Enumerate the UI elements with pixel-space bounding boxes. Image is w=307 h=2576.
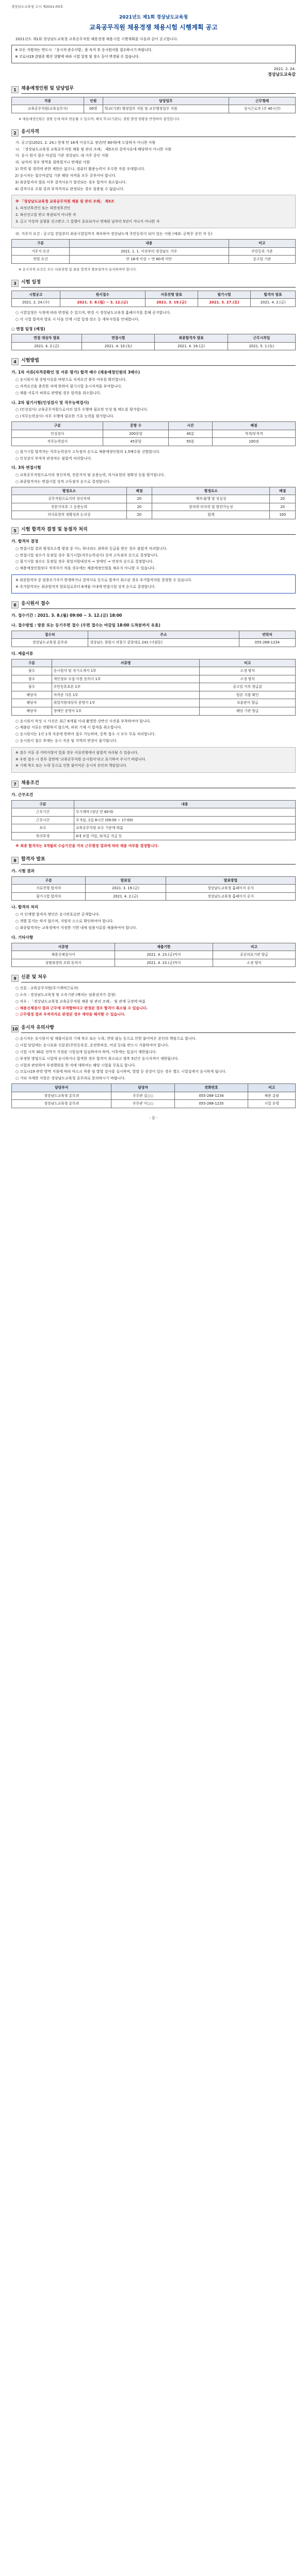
table-row — [12, 247, 296, 256]
table-cell: 20 — [126, 503, 152, 511]
documents-table — [11, 659, 296, 716]
results-table — [11, 876, 296, 901]
table-cell: 200문항 — [103, 430, 169, 438]
paragraph: ○ 응시자는 응시원서 및 제출서류의 기재 착오 또는 누락, 연락 불능 등으로 인한 불이익은 본인의 책임으로 합니다. — [15, 1037, 197, 1041]
table-header: 발표방법 — [166, 876, 295, 885]
table-cell: 해당자 — [12, 707, 52, 715]
section-10 — [11, 1025, 296, 1108]
submission-table — [11, 943, 296, 968]
caution-box — [11, 747, 296, 773]
disqualification-box — [11, 195, 296, 228]
notice-page — [0, 0, 307, 1126]
table-row — [12, 1100, 296, 1108]
table-cell: 경상남도교육청 홈페이지 공지 — [166, 885, 295, 893]
table-cell: 보수 — [12, 824, 74, 833]
section-number: 7 — [11, 781, 19, 788]
notice-line: ※ 모든 지원자는 반드시 「응시자 준수사항」을 숙지 후 응시원서를 접수하시기 바랍니다. — [15, 48, 153, 53]
paragraph: ○ 제출된 서류는 반환하지 않으며, 허위 기재 시 합격을 취소합니다. — [15, 725, 122, 730]
box-line: ※ 기재 착오 또는 누락 등으로 인한 불이익은 응시자 본인의 책임입니다. — [15, 764, 127, 768]
table-cell: 055-268-1234 — [239, 639, 295, 647]
title-sub: 2021년도 제1회 경상남도교육청 — [119, 15, 188, 21]
table-cell: 공고일 기준 — [229, 256, 295, 264]
table-header: 배점 — [270, 487, 296, 495]
sub-heading: 다. 제출서류 — [11, 651, 34, 656]
section-number: 5 — [11, 527, 19, 534]
sub-heading: 나. 2차 필기시험(인성검사 및 직무능력검사) — [11, 400, 89, 405]
table-cell: 100 — [270, 511, 296, 519]
paragraph: ○ 최종합격자는 교육청에서 지정한 기한 내에 임용서류를 제출하여야 합니다. — [15, 925, 137, 930]
sub-heading: 가. 시험 결과 — [11, 869, 35, 874]
table-cell: 20 — [126, 495, 152, 503]
table-row — [12, 342, 296, 350]
table-header: 담당자 — [111, 1084, 174, 1092]
table-cell: 자격증 사본 1부 — [52, 691, 200, 699]
red-notice: ※ 「경상남도교육청 교육공무직원 채용 및 관리 조례」 제5조 — [15, 199, 115, 204]
table-cell: 소정 양식 — [213, 959, 295, 967]
table-header: 내용 — [74, 800, 295, 808]
section-title: 합격자 발표 — [21, 856, 296, 865]
paragraph: ○ 면접시험 결과 평정요소별 평점 중 어느 하나라도 최하위 등급을 받은 경우 불합격 처리합니다. — [15, 546, 168, 551]
section-number: 2 — [11, 129, 19, 137]
conditions-table — [11, 800, 296, 841]
table-cell: 2021. 4. 2.(금) — [86, 892, 166, 901]
section-3 — [11, 279, 296, 351]
table-row — [12, 885, 296, 893]
table-header: 문항 수 — [103, 422, 169, 430]
table-cell: 45문항 — [103, 438, 169, 446]
table-row — [12, 105, 296, 113]
table-cell: 40분 — [168, 430, 212, 438]
table-row — [12, 495, 296, 503]
sub-item: 1) 학력 및 경력에 관한 제한은 없으나, 컴퓨터 활용능력이 우수한 자를 우대합니다. — [15, 167, 146, 172]
table-row — [12, 438, 296, 446]
table-cell: 근무시간 — [12, 816, 74, 824]
table-cell: 2021. 1. 1. 이전부터 경상남도 거주 — [69, 247, 229, 256]
table-header: 서류전형 발표 — [145, 291, 198, 299]
table-cell: 성범죄경력 조회 동의서 — [12, 959, 115, 967]
title-block — [11, 14, 296, 32]
table-cell: 경상남도 창원시 의창구 중앙대로 241 (사림동) — [88, 639, 239, 647]
table-cell: 2021. 3. 19.(금) — [145, 299, 198, 307]
list-item: 나. 「경상남도교육청 교육공무직원 채용 및 관리 조례」 제5조의 결격사유에 해당하지 아니한 사람 — [15, 147, 172, 151]
section-heading — [11, 856, 296, 865]
table-cell: 공고일 이후 발급분 — [200, 683, 296, 691]
section-number: 8 — [11, 857, 19, 864]
table-cell: 2021. 4. 16.(금) — [155, 342, 228, 350]
table-cell: 전문지식과 그 응용능력 — [12, 503, 127, 511]
table-header: 서류명 — [52, 659, 200, 667]
table-cell: 필수 — [12, 667, 52, 675]
table-cell: 적격/부적격 — [212, 430, 295, 438]
section-heading — [11, 358, 296, 366]
table-cell: 예의·품행 및 성실성 — [152, 495, 270, 503]
paragraph: ○ 필기시험 점수도 동점일 경우 취업지원대상자 → 장애인 → 연장자 순으로 결정합니다. — [15, 560, 154, 564]
table-cell: 해당자 — [12, 699, 52, 707]
table-header: 평정요소 — [152, 487, 270, 495]
sub-heading: 나. 합격자 처리 — [11, 905, 39, 910]
section-title: 신분 및 처우 — [21, 974, 296, 982]
table-row — [12, 1092, 296, 1100]
table-header: 면접시험 — [82, 334, 155, 343]
paragraph: ○ 개별 통지는 하지 않으며, 지원자 스스로 확인하여야 합니다. — [15, 919, 114, 924]
section-note: ※ 채용예정인원은 결원 등에 따라 변동될 수 있으며, 배치 학교(기관)는 결원 발생 현황을 반영하여 결정합니다. — [19, 116, 181, 121]
table-cell: 보훈관서 발급 — [200, 699, 296, 707]
table-cell: 경상남도교육청 총무과 — [12, 639, 88, 647]
table-cell: 20 — [270, 495, 296, 503]
paragraph: ○ 소속 : 경상남도교육청 및 소속기관 (배치는 임용권자가 결정) — [15, 992, 116, 997]
section-number: 4 — [11, 358, 19, 365]
table-cell: 장애인 증명서 1부 — [52, 707, 200, 715]
table-cell: 2021. 4. 23.(금)까지 — [115, 959, 213, 967]
paragraph: ○ 응시원서 및 증빙서류를 바탕으로 자격요건 충족 여부를 확인합니다. — [15, 378, 127, 382]
table-header: 구분 — [12, 659, 52, 667]
table-header: 발표일 — [86, 876, 166, 885]
section-heading — [11, 780, 296, 788]
announce-date: 2021. 2. 24. — [273, 66, 296, 71]
red-notice: ※ 최종 합격자는 3개월의 수습기간을 거쳐 근무평정 결과에 따라 채용 여부를 결정합니다. — [15, 844, 159, 849]
section-6 — [11, 601, 296, 773]
paragraph: ○ 처우 : 「경상남도교육청 교육공무직원 채용 및 관리 조례」 및 관계 규정에 따름 — [15, 999, 146, 1004]
table-cell: 근무기간 — [12, 808, 74, 817]
section-title: 채용예정인원 및 담당업무 — [21, 86, 296, 94]
table-header: 주소 — [88, 631, 239, 639]
section-title: 시험 합격자 결정 및 동점자 처리 — [21, 527, 296, 535]
section-title: 응시자 유의사항 — [21, 1025, 296, 1033]
table-header: 비고 — [213, 943, 295, 951]
table-cell: 거주지 요건 — [12, 247, 70, 256]
section-heading — [11, 527, 296, 535]
section-2 — [11, 129, 296, 272]
table-row — [12, 951, 296, 959]
paragraph: ○ 자격요건을 충족한 자에 한하여 필기시험 응시자격을 부여합니다. — [15, 384, 122, 388]
table-cell: 2021. 3. 19.(금) — [86, 885, 166, 893]
list-item: 가. 공고일(2021. 2. 24.) 현재 만 18세 이상으로 정년(만 60세)에 도달하지 아니한 사람 — [15, 140, 156, 145]
table-header: 제출기한 — [115, 943, 213, 951]
table-cell: 서류전형 합격자 — [12, 885, 86, 893]
table-header: 원서접수 — [60, 291, 145, 299]
table-cell: 취업지원대상자 증명서 1부 — [52, 699, 200, 707]
red-paragraph: ○ 채용신체검사 결과 근무에 부적합하다고 판정된 경우 합격이 취소될 수 있습니다. — [15, 1006, 148, 1010]
paragraph: ○ 시험일정은 사정에 따라 변경될 수 있으며, 변경 시 경상남도교육청 홈페이지를 통해 공지합니다. — [15, 310, 171, 315]
paragraph: ○ 각 시험 합격자 발표 시 다음 단계 시험 일정·장소 등 세부사항을 안내합니다. — [15, 317, 140, 321]
table-cell: 상시근로자 (주 40시간) — [229, 105, 296, 113]
table-cell: 055-268-1235 — [174, 1100, 248, 1108]
table-header: 비고 — [229, 240, 295, 248]
table-header: 담당부서 — [12, 1084, 111, 1092]
table-cell: 20 — [126, 511, 152, 519]
list-item: 라. 거주지 요건 : 공고일 전일부터 최종시험일까지 계속하여 경상남도에 주민등록이 되어 있는 사람 (예외: 군복무 중인 자 등) — [15, 232, 213, 236]
table-cell: 무기계약 (정년 만 60세) — [74, 808, 295, 817]
section-number: 1 — [11, 86, 19, 93]
table-cell: 2021. 2. 24.(수) — [12, 299, 60, 307]
section-5 — [11, 527, 296, 594]
table-cell: 창의력·의지력 및 발전가능성 — [152, 503, 270, 511]
sub-heading: 가. 합격자 결정 — [11, 538, 39, 544]
table-cell: 경상남도교육청 총무과 — [12, 1092, 111, 1100]
table-cell: 공무직원으로서의 정신자세 — [12, 495, 127, 503]
red-paragraph: ○ 근무평정 결과 부적격자로 판정된 경우 계약을 해지할 수 있습니다. — [15, 1012, 126, 1017]
sub-heading: 가. 1차 서류(자격증확인 및 서류 평가) 합격 배수 (채용예정인원의 3배수) — [11, 370, 140, 375]
table-cell: 50분 — [168, 438, 212, 446]
paragraph: ○ 응시원서 접수 후에는 응시 직종 및 지역의 변경이 불가합니다. — [15, 739, 118, 743]
paragraph: ○ 응시원서 작성 시 사진은 최근 6개월 이내 촬영한 상반신 사진을 부착하여야 합니다. — [15, 719, 151, 723]
paragraph: ○ 시험 당일에는 응시표와 신분증(주민등록증, 운전면허증, 여권 등)을 반드시 지참하여야 합니다. — [15, 1043, 169, 1048]
sub-heading: 가. 근무조건 — [11, 792, 34, 797]
table-cell: 필기시험 합격자 — [12, 892, 86, 901]
table-row — [12, 299, 296, 307]
table-header: 시험공고 — [12, 291, 60, 299]
section-note: ※ 응시자격 요건은 모두 서류전형 및 최종 합격자 발표일까지 유지하여야 합니다. — [19, 267, 137, 272]
table-cell: 복리후생 — [12, 832, 74, 840]
table-row — [12, 675, 296, 683]
table-row — [12, 256, 296, 264]
table-cell: 인성검사 — [12, 430, 103, 438]
sub-item: 2) 응시자는 접수마감일 기준 해당 자격을 모두 갖추어야 합니다. — [15, 173, 117, 178]
table-header: 배점 — [126, 487, 152, 495]
red-line: 3. 금고 이상의 실형을 선고받고 그 집행이 종료되거나 면제된 날부터 5년이 지나지 아니한 자 — [15, 219, 160, 224]
table-header: 최종합격자 발표 — [155, 334, 228, 343]
section-title: 응시자격 — [21, 129, 296, 137]
section-heading — [11, 86, 296, 94]
table-row — [12, 683, 296, 691]
written-test-table — [11, 421, 296, 446]
section-heading — [11, 129, 296, 137]
table-row — [12, 816, 296, 824]
table-cell: 2021. 4. 2.(금) — [12, 342, 82, 350]
table-cell: 2021. 5. 1.(토) — [228, 342, 295, 350]
table-header: 구분 — [12, 800, 74, 808]
paragraph: ○ (인성검사) 교육공무직원으로서의 업무 수행에 필요한 인성 및 태도를 평가합니다. — [15, 408, 148, 412]
table-row — [12, 707, 296, 715]
table-header: 비고 — [248, 1084, 296, 1092]
table-row — [12, 959, 296, 967]
schedule-table — [11, 291, 296, 307]
table-header: 합격자 발표 — [251, 291, 296, 299]
table-header: 배점 — [212, 422, 295, 430]
table-header: 필기시험 — [198, 291, 250, 299]
table-cell: 교육공무직원(교육실무사) — [12, 105, 84, 113]
table-cell: 00명 — [84, 105, 103, 113]
section-number: 10 — [11, 1025, 19, 1032]
sub-item: 4) 결격사유 조회 결과 부적격자로 판정되는 경우 임용될 수 없습니다. — [15, 187, 125, 191]
paragraph: ○ 응시원서는 1인 1개 직종에 한하여 접수 가능하며, 중복 접수 시 모두 무효 처리합니다. — [15, 732, 156, 737]
section-4 — [11, 358, 296, 519]
table-cell: 2021. 4. 23.(금)까지 — [115, 951, 213, 959]
table-cell: 2021. 3. 27.(토) — [198, 299, 250, 307]
paragraph: ○ 면접시험 점수가 동점일 경우 필기시험(직무능력검사) 성적 고득점자 순으로 결정합니다. — [15, 553, 159, 557]
table-row — [12, 699, 296, 707]
table-cell: 2021. 4. 2.(금) — [251, 299, 296, 307]
section-number: 6 — [11, 601, 19, 608]
box-line: ※ 추가합격자는 최종합격자 발표일로부터 6개월 이내에 면접시험 성적 순으로 결정합니다. — [15, 584, 156, 589]
table-header: 접수처 — [12, 631, 88, 639]
interview-schedule-table — [11, 334, 296, 350]
table-cell: 100점 — [212, 438, 295, 446]
section-number: 3 — [11, 280, 19, 287]
paragraph: ○ 교육공무직원으로서의 정신자세, 전문지식 및 응용능력, 의사표현의 정확성 등을 평가합니다. — [15, 473, 165, 478]
table-row — [12, 892, 296, 901]
table-cell: 필수 — [12, 675, 52, 683]
section-heading — [11, 601, 296, 609]
table-cell: 필수 — [12, 683, 52, 691]
table-cell: 채용 총괄 — [248, 1092, 296, 1100]
table-row — [12, 691, 296, 699]
section-title: 시험 일정 — [21, 279, 296, 287]
table-row — [12, 808, 296, 817]
table-cell: 해당자 — [12, 691, 52, 699]
table-cell: 20 — [270, 503, 296, 511]
paragraph: ○ 신분 : 교육공무직원(무기계약근로자) — [15, 986, 79, 991]
top-note: 경상남도교육청 고시 제2021-00호 — [11, 5, 63, 9]
table-cell: 만 18세 이상 ~ 만 60세 미만 — [69, 256, 229, 264]
table-cell: 시험 운영 — [248, 1100, 296, 1108]
interview-criteria-table — [11, 487, 296, 519]
table-cell: 소정 양식 — [200, 675, 296, 683]
table-cell: 경상남도교육청 총무과 — [12, 1100, 111, 1108]
table-header: 시간 — [168, 422, 212, 430]
table-cell: 합계 — [152, 511, 270, 519]
red-line: 2. 파산선고를 받고 복권되지 아니한 자 — [15, 213, 76, 217]
paragraph: ○ 최종합격자는 면접시험 성적 고득점자 순으로 결정합니다. — [15, 480, 110, 484]
table-header: 담당업무 — [103, 97, 229, 105]
section-heading — [11, 279, 296, 287]
table-row — [12, 430, 296, 438]
list-item: 라. 남자의 경우 병역을 필하였거나 면제된 사람 — [15, 160, 90, 165]
table-cell: 2021. 4. 10.(토) — [82, 342, 155, 350]
section-8 — [11, 856, 296, 967]
table-header: 면접 대상자 발표 — [12, 334, 82, 343]
section-9 — [11, 974, 296, 1018]
sub-item: 3) 최종합격자 발표 이후 결격사유가 발견되는 경우 합격이 취소됩니다. — [15, 180, 127, 184]
section-7 — [11, 780, 296, 849]
additional-pass-box — [11, 574, 296, 594]
table-cell: 해당 기관 발급 — [200, 707, 296, 715]
box-line: ※ 우편 접수 시 봉투 겉면에 '교육공무직원 응시원서'라고 표기하여 주시기 바랍니다. — [15, 757, 147, 761]
table-header: 근무형태 — [229, 97, 296, 105]
end-marker: - 끝 - — [149, 1115, 158, 1120]
intro-text: 2021년도 제1회 경상남도교육청 교육공무직원 채용경쟁 채용시험 시행계획을 다음과 같이 공고합니다. — [15, 37, 178, 41]
notice-line: ※ 코로나19 감염증 확산 상황에 따라 시험 일정 및 장소 등이 변경될 수 있습니다. — [15, 54, 140, 59]
table-row — [12, 832, 296, 840]
table-row — [12, 511, 296, 519]
paragraph: ○ 각 단계별 합격자 명단은 응시번호로만 공개합니다. — [15, 912, 100, 917]
table-cell: 교육공무직원 보수 기준에 따름 — [74, 824, 295, 833]
table-row — [12, 503, 296, 511]
sub-heading: 나. 접수방법 : 방문 또는 등기우편 접수 (우편 접수는 마감일 18:00 도착분까지 유효) — [11, 623, 160, 628]
table-row — [12, 667, 296, 675]
paragraph: ○ 시험 시작 30분 전까지 지정된 시험실에 입실하여야 하며, 이후에는 입실이 제한됩니다. — [15, 1049, 157, 1054]
table-header: 전화번호 — [174, 1084, 248, 1092]
positions-table — [11, 97, 296, 113]
box-line: ※ 최종합격자 중 임용포기자가 발생하거나 결격사유 등으로 합격이 취소된 경우 추가합격자를 결정할 수 있습니다. — [15, 578, 192, 583]
table-cell: 학교(기관) 행정업무 지원 및 교무행정업무 지원 — [103, 105, 229, 113]
table-row — [12, 824, 296, 833]
requirements-table — [11, 239, 296, 264]
paragraph: ○ 인성검사 부적격 판정자는 불합격 처리합니다. — [15, 456, 92, 461]
paragraph: ○ (직무능력검사) 직무 수행에 필요한 기초 능력을 평가합니다. — [15, 414, 115, 419]
red-line: 1. 피성년후견인 또는 피한정후견인 — [15, 206, 71, 211]
table-cell: 의사표현의 정확성과 논리성 — [12, 511, 127, 519]
section-heading — [11, 974, 296, 982]
table-cell: 주민등록 기준 — [229, 247, 295, 256]
table-header: 평정요소 — [12, 487, 127, 495]
table-cell: 소정 양식 — [200, 667, 296, 675]
table-cell: 응시원서 및 자기소개서 1부 — [52, 667, 200, 675]
table-cell: 주무관 김○○ — [111, 1092, 174, 1100]
table-header: 구분 — [12, 422, 103, 430]
table-cell: 주무관 이○○ — [111, 1100, 174, 1108]
table-cell: 채용신체검사서 — [12, 951, 115, 959]
sub-heading: 다. 기타사항 — [11, 935, 34, 940]
reception-table — [11, 631, 296, 647]
table-header: 연락처 — [239, 631, 295, 639]
section-1 — [11, 86, 296, 122]
table-header: 직종 — [12, 97, 84, 105]
table-cell: 055-268-1234 — [174, 1092, 248, 1100]
box-line: ※ 접수 서류 중 미비사항이 있을 경우 서류전형에서 불합격 처리될 수 있습니다. — [15, 750, 139, 755]
paragraph: ○ 채용예정인원보다 적격자가 적을 경우에는 채용예정인원을 채우지 아니할 수 있습니다. — [15, 566, 156, 571]
table-header: 구분 — [12, 876, 86, 885]
table-cell: 연령 요건 — [12, 256, 70, 264]
list-item: 다. 응시 원서 접수 마감일 기준 경상남도 내 거주 중인 사람 — [15, 154, 109, 158]
paragraph: ○ 기타 자세한 사항은 경상남도교육청 총무과로 문의하시기 바랍니다. — [15, 1076, 126, 1081]
section-title: 채용조건 — [21, 780, 296, 788]
section-heading — [11, 1025, 296, 1033]
table-cell: 공공의료기관 발급 — [213, 951, 295, 959]
paragraph: ○ 부정한 방법으로 시험에 응시하거나 합격한 경우 합격이 취소되고 향후 5년간 응시자격이 제한됩니다. — [15, 1056, 179, 1061]
table-header: 서류명 — [12, 943, 115, 951]
table-header: 비고 — [200, 659, 296, 667]
table-header: 근무시작일 — [228, 334, 295, 343]
table-header: 인원 — [84, 97, 103, 105]
notice-box — [11, 45, 296, 63]
sub-heading: 다. 3차 면접시험 — [11, 465, 41, 470]
table-cell: 주 5일, 1일 8시간 (09:00 ~ 17:00) — [74, 816, 295, 824]
table-header: 내용 — [69, 240, 229, 248]
table-cell: 직무능력검사 — [12, 438, 103, 446]
paragraph: ○ 코로나19 관련 방역 지침에 따라 마스크 착용 및 발열 검사를 실시하며, 발열 등 증상이 있는 경우 별도 시험실에서 응시하게 됩니다. — [15, 1070, 227, 1074]
section-title: 응시원서 접수 — [21, 601, 296, 609]
paragraph: ○ 시험과 관련하여 부정행위를 한 자에 대하여는 해당 시험을 무효로 합니다. — [15, 1063, 136, 1067]
table-cell: 주민등록초본 1부 — [52, 683, 200, 691]
title-main: 교육공무직원 채용경쟁 채용시험 시행계획 공고 — [89, 24, 218, 31]
section-title: 시험방법 — [21, 358, 296, 366]
table-row — [12, 639, 296, 647]
issuer: 경상남도교육감 — [267, 72, 296, 77]
paragraph: ○ 필기시험 합격자는 직무능력검사 고득점자 순으로 채용예정인원의 1.5배수를 선발합니다. — [15, 449, 160, 454]
table-cell: 개인정보 수집·이용 동의서 1부 — [52, 675, 200, 683]
sub-heading: 가. 접수기간 : 2021. 3. 8.(월) 09:00 ~ 3. 12.(금) 18:00 — [11, 613, 122, 618]
sub-heading: ○ 면접 일정 (예정) — [11, 326, 45, 331]
table-header: 구분 — [12, 240, 70, 248]
contact-table — [11, 1083, 296, 1108]
paragraph: ○ 제출 서류가 허위로 판명될 경우 합격을 취소합니다. — [15, 391, 101, 395]
section-number: 9 — [11, 975, 19, 982]
table-cell: 2021. 3. 8.(월) ~ 3. 12.(금) — [60, 299, 145, 307]
table-cell: 원본 지참 확인 — [200, 691, 296, 699]
table-cell: 4대 보험 가입, 퇴직금 지급 등 — [74, 832, 295, 840]
table-cell: 경상남도교육청 홈페이지 공지 — [166, 892, 295, 901]
